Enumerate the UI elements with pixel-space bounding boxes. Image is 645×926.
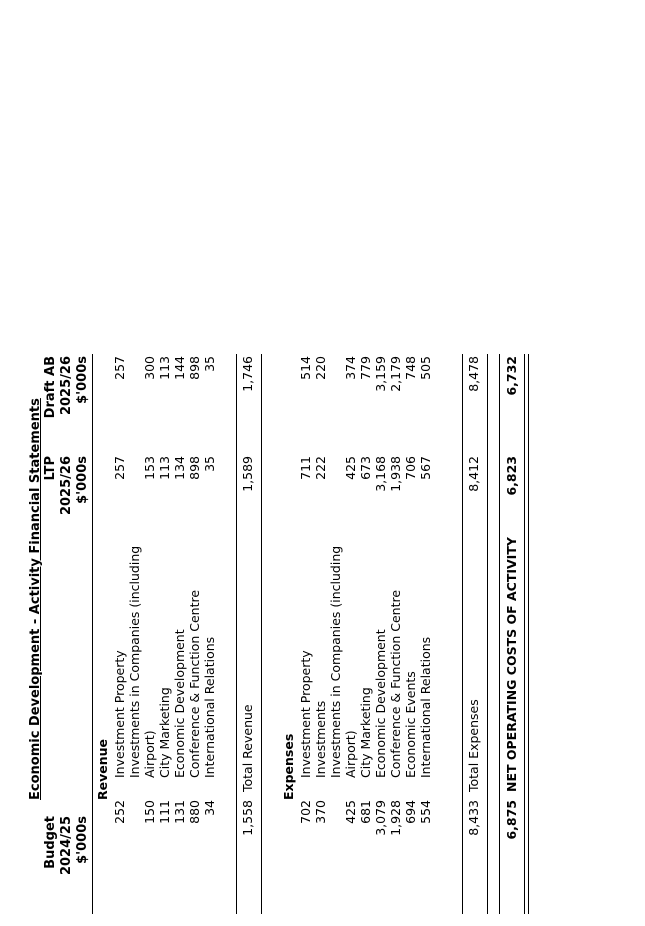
header-rule	[92, 354, 93, 914]
net-double-rule	[524, 354, 529, 914]
expense-draft-value: 220	[313, 356, 328, 380]
revenue-total-bottom-rule	[261, 354, 262, 914]
net-cost-label: NET OPERATING COSTS OF ACTIVITY	[504, 537, 519, 792]
revenue-ltp-value: 113	[157, 456, 172, 480]
revenue-budget-value: 34	[202, 800, 217, 816]
net-cost-draft: 6,732	[504, 356, 519, 396]
revenue-budget-value: 131	[172, 800, 187, 824]
revenue-row-label: City Marketing	[157, 687, 172, 778]
expense-budget-value: 681	[358, 800, 373, 824]
revenue-row-label: Conference & Function Centre	[187, 589, 202, 778]
revenue-budget-value: 150	[142, 800, 157, 824]
revenue-budget-value: 880	[187, 800, 202, 824]
expense-ltp-value: 222	[313, 456, 328, 480]
expense-row-label: City Marketing	[358, 687, 373, 778]
revenue-total-top-rule	[236, 354, 237, 914]
revenue-draft-value: 144	[172, 356, 187, 380]
budget-header-line3: $'000s	[75, 816, 90, 864]
revenue-draft-value: 35	[202, 356, 217, 372]
total-revenue-draft: 1,746	[240, 356, 255, 392]
ltp-header-line3: $'000s	[75, 456, 90, 504]
revenue-ltp-value: 898	[187, 456, 202, 480]
revenue-ltp-value: 134	[172, 456, 187, 480]
ltp-header-line1: LTP	[43, 456, 58, 481]
expense-ltp-value: 567	[418, 456, 433, 480]
revenue-heading: Revenue	[95, 738, 110, 800]
revenue-ltp-value: 153	[142, 456, 157, 480]
draft-header-line3: $'000s	[75, 356, 90, 404]
expense-ltp-value: 711	[298, 456, 313, 480]
expenses-heading: Expenses	[281, 733, 296, 800]
total-expenses-draft: 8,478	[466, 356, 481, 392]
expense-row-label: Economic Events	[403, 671, 418, 778]
expense-row-label: Conference & Function Centre	[388, 589, 403, 778]
total-expenses-label: Total Expenses	[466, 699, 481, 792]
expense-ltp-value: 673	[358, 456, 373, 480]
total-revenue-label: Total Revenue	[240, 704, 255, 792]
statement-title: Economic Development - Activity Financial Statements	[28, 398, 43, 800]
net-cost-budget: 6,875	[504, 800, 519, 840]
expense-row-label: International Relations	[418, 636, 433, 778]
revenue-row-label: International Relations	[202, 636, 217, 778]
total-revenue-ltp: 1,589	[240, 456, 255, 492]
expense-row-label-continued: Airport)	[343, 730, 358, 778]
revenue-draft-value: 113	[157, 356, 172, 380]
total-revenue-budget: 1,558	[240, 800, 255, 836]
revenue-row-label: Investments in Companies (including	[127, 545, 142, 778]
revenue-budget-value: 111	[157, 800, 172, 824]
expense-draft-value: 374	[343, 356, 358, 380]
expense-ltp-value: 706	[403, 456, 418, 480]
draft-header-line2: 2025/26	[59, 356, 74, 416]
expenses-total-top-rule	[462, 354, 463, 914]
expenses-total-bottom-rule	[487, 354, 488, 914]
revenue-row-label: Economic Development	[172, 629, 187, 778]
expense-ltp-value: 425	[343, 456, 358, 480]
revenue-draft-value: 898	[187, 356, 202, 380]
expense-budget-value: 702	[298, 800, 313, 824]
budget-header-line2: 2024/25	[59, 816, 74, 876]
budget-header-line1: Budget	[43, 816, 58, 869]
total-expenses-budget: 8,433	[466, 800, 481, 836]
expense-budget-value: 694	[403, 800, 418, 824]
expense-row-label: Investments in Companies (including	[328, 545, 343, 778]
revenue-row-label: Investment Property	[112, 650, 127, 778]
ltp-header-line2: 2025/26	[59, 456, 74, 516]
net-cost-ltp: 6,823	[504, 456, 519, 496]
expense-budget-value: 1,928	[388, 800, 403, 836]
total-expenses-ltp: 8,412	[466, 456, 481, 492]
expense-ltp-value: 3,168	[373, 456, 388, 492]
expense-budget-value: 425	[343, 800, 358, 824]
revenue-draft-value: 257	[112, 356, 127, 380]
revenue-ltp-value: 257	[112, 456, 127, 480]
expense-row-label: Economic Development	[373, 629, 388, 778]
expense-budget-value: 554	[418, 800, 433, 824]
expense-draft-value: 505	[418, 356, 433, 380]
revenue-draft-value: 300	[142, 356, 157, 380]
expense-row-label: Investment Property	[298, 650, 313, 778]
expense-budget-value: 3,079	[373, 800, 388, 836]
expense-ltp-value: 1,938	[388, 456, 403, 492]
expense-draft-value: 779	[358, 356, 373, 380]
expense-budget-value: 370	[313, 800, 328, 824]
revenue-row-label-continued: Airport)	[142, 730, 157, 778]
draft-header-line1: Draft AB	[43, 356, 58, 419]
expense-row-label: Investments	[313, 700, 328, 778]
expense-draft-value: 748	[403, 356, 418, 380]
expense-draft-value: 3,159	[373, 356, 388, 392]
expense-draft-value: 2,179	[388, 356, 403, 392]
revenue-ltp-value: 35	[202, 456, 217, 472]
revenue-budget-value: 252	[112, 800, 127, 824]
net-top-rule	[499, 354, 500, 914]
expense-draft-value: 514	[298, 356, 313, 380]
